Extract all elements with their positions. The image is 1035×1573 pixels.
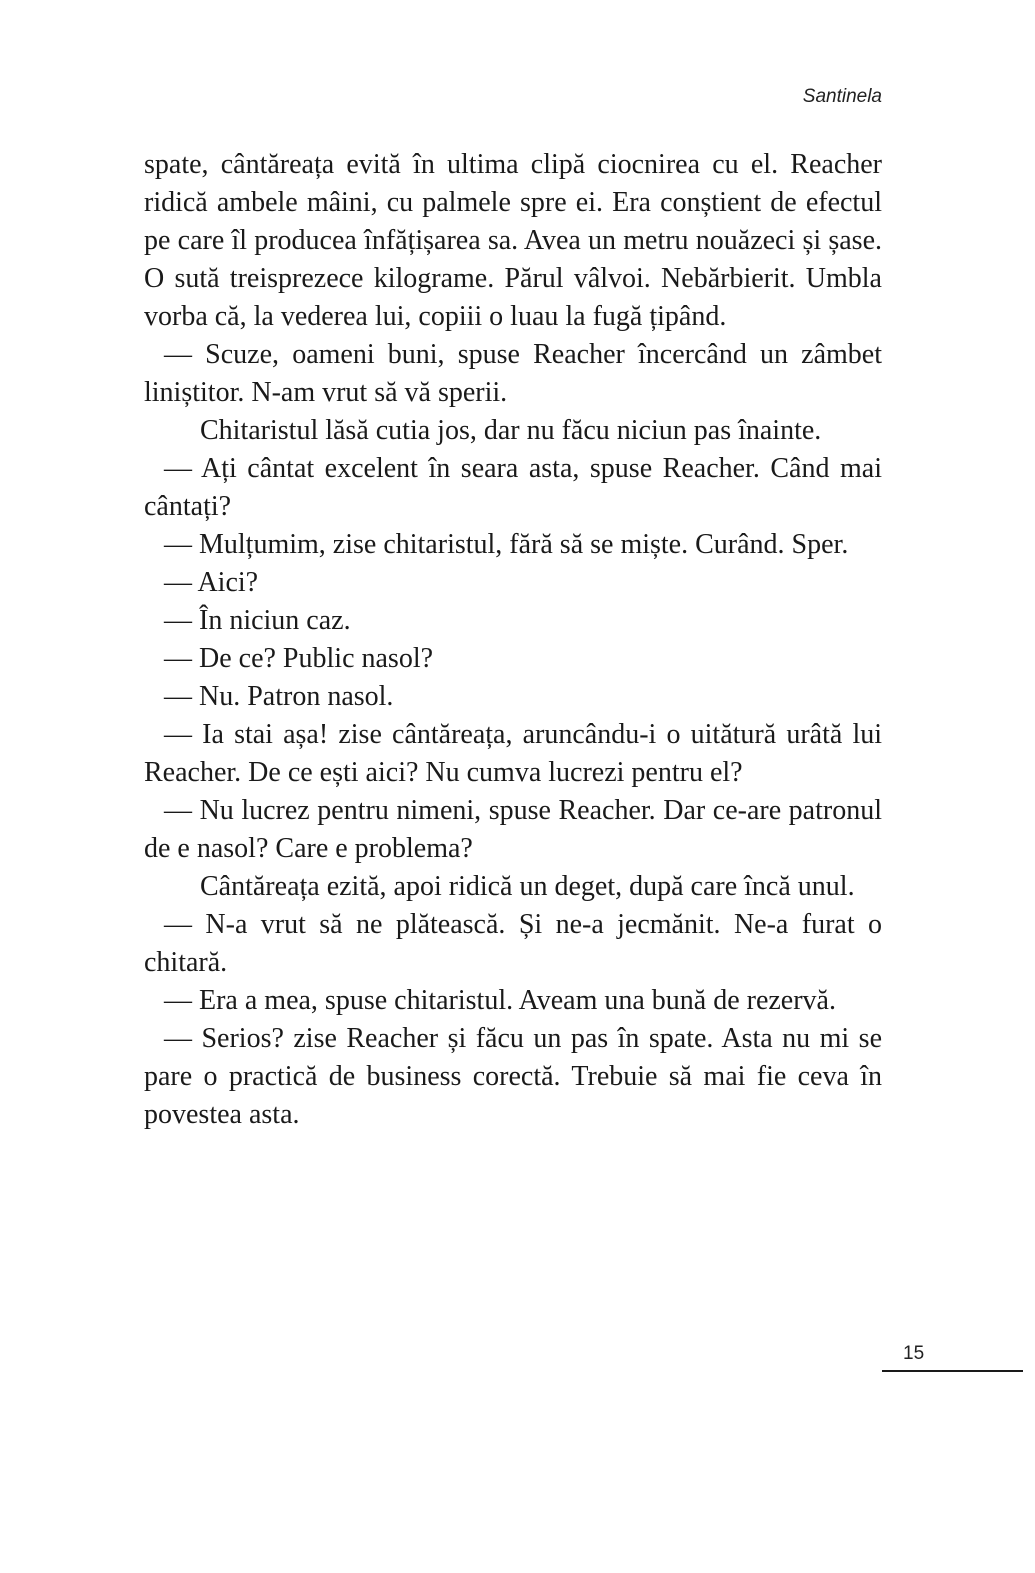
paragraph: — De ce? Public nasol? [164, 643, 434, 674]
paragraph: — Aici? [164, 567, 259, 598]
paragraph: — N-a vrut să ne plătească. Și ne-a jecmănit. Ne-a furat o chitară. [144, 909, 882, 978]
paragraph: spate, cântăreața evită în ultima clipă ciocnirea cu el. Reacher ridică ambele mâini, cu palmele spre ei. Era conștient de efectul pe care îl producea înfățișarea sa. Avea un metru nouăzeci și șase. O sută treisprezece kilograme. Părul vâlvoi. Nebărbierit. Umbla vorba că, la vederea lui, copiii o luau la fugă țipând. [144, 149, 882, 332]
paragraph: — Ați cântat excelent în seara asta, spuse Reacher. Când mai cântați? [144, 453, 882, 522]
paragraph: — În niciun caz. [164, 605, 351, 636]
paragraph: Chitaristul lăsă cutia jos, dar nu făcu niciun pas înainte. [200, 415, 822, 446]
running-head: Santinela [802, 86, 882, 107]
page-number-rule [882, 1370, 1023, 1372]
paragraph: — Mulțumim, zise chitaristul, fără să se miște. Curând. Sper. [164, 529, 849, 560]
body-text [144, 146, 882, 1134]
page-number: 15 [903, 1343, 925, 1364]
paragraph: — Ia stai așa! zise cântăreața, aruncându-i o uitătură urâtă lui Reacher. De ce ești aici? Nu cumva lucrezi pentru el? [144, 719, 882, 788]
paragraph: — Nu lucrez pentru nimeni, spuse Reacher. Dar ce-are patronul de e nasol? Care e problema? [144, 795, 882, 864]
paragraph: — Scuze, oameni buni, spuse Reacher încercând un zâmbet liniștitor. N-am vrut să vă sperii. [144, 339, 882, 408]
paragraph: — Nu. Patron nasol. [164, 681, 394, 712]
paragraph: — Serios? zise Reacher și făcu un pas în spate. Asta nu mi se pare o practică de business corectă. Trebuie să mai fie ceva în povestea asta. [144, 1023, 882, 1130]
paragraph: — Era a mea, spuse chitaristul. Aveam una bună de rezervă. [164, 985, 836, 1016]
paragraph: Cântăreața ezită, apoi ridică un deget, după care încă unul. [200, 871, 855, 902]
